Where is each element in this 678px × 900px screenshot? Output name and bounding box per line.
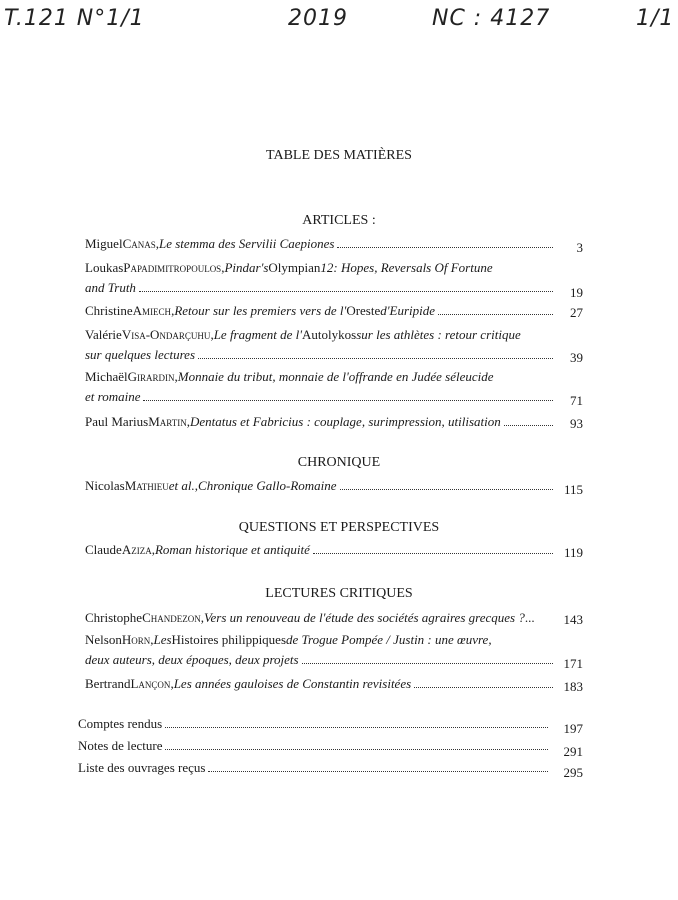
section-lectures: LECTURES CRITIQUES [265, 586, 413, 601]
toc-entry-canas: Miguel Canas , Le stemma des Servilii Caepiones [85, 234, 555, 254]
section-articles: ARTICLES : [302, 213, 376, 228]
page-number: 119 [563, 545, 583, 560]
page-number: 115 [563, 482, 583, 497]
toc-entry-martin: Paul Marius Martin , Dentatus et Fabricius : couplage, surimpression, utilisation [85, 412, 555, 432]
handwritten-year: 2019 [288, 6, 348, 31]
toc-entry-comptes-rendus: Comptes rendus [78, 714, 550, 734]
page-number: 71 [570, 393, 583, 408]
toc-entry-horn: Nelson Horn , Les Histoires philippiques de Trogue Pompée / Justin : une œuvre, deux auteurs, deux époques, deux projets [85, 630, 555, 670]
page-number: 171 [563, 656, 583, 671]
page-number: 295 [563, 765, 583, 780]
page-number: 93 [570, 416, 583, 431]
handwritten-reference: T.121 N°1/1 [4, 6, 145, 31]
page-number: 19 [570, 285, 583, 300]
handwritten-pages: 1/1 [636, 6, 675, 31]
handwritten-nc: NC : 4127 [432, 6, 551, 31]
toc-entry-chandezon: Christophe Chandezon , Vers un renouveau de l'étude des sociétés agraires grecques ? ... [85, 610, 535, 625]
page-title: TABLE DES MATIÈRES [266, 148, 412, 163]
page-number: 143 [563, 612, 583, 627]
toc-entry-liste-ouvrages: Liste des ouvrages reçus [78, 758, 550, 778]
toc-entry-aziza: Claude Aziza , Roman historique et antiquité [85, 540, 555, 560]
toc-entry-notes-lecture: Notes de lecture [78, 736, 550, 756]
toc-entry-girardin: Michaël Girardin , Monnaie du tribut, monnaie de l'offrande en Judée séleucide et romaine [85, 367, 555, 407]
page-number: 183 [563, 679, 583, 694]
page-number: 197 [563, 721, 583, 736]
toc-entry-mathieu: Nicolas Mathieu et al. , Chronique Gallo-Romaine [85, 476, 555, 496]
section-chronique: CHRONIQUE [297, 455, 381, 470]
page-number: 27 [570, 305, 583, 320]
toc-entry-amiech: Christine Amiech , Retour sur les premiers vers de l' Oreste d'Euripide [85, 301, 555, 321]
page-number: 39 [570, 350, 583, 365]
toc-entry-visa-ondarcuhu: Valérie Visa-Ondarçuhu , Le fragment de l' Autolykos sur les athlètes : retour critique sur quelques lectures [85, 325, 555, 365]
toc-entry-papadimitropoulos: Loukas Papadimitropoulos , Pindar's Olympian 12: Hopes, Reversals Of Fortune and Truth [85, 258, 555, 298]
page-number: 3 [576, 240, 583, 255]
toc-entry-lancon: Bertrand Lançon , Les années gauloises de Constantin revisitées [85, 674, 555, 694]
section-questions: QUESTIONS ET PERSPECTIVES [238, 520, 440, 535]
page-number: 291 [563, 744, 583, 759]
